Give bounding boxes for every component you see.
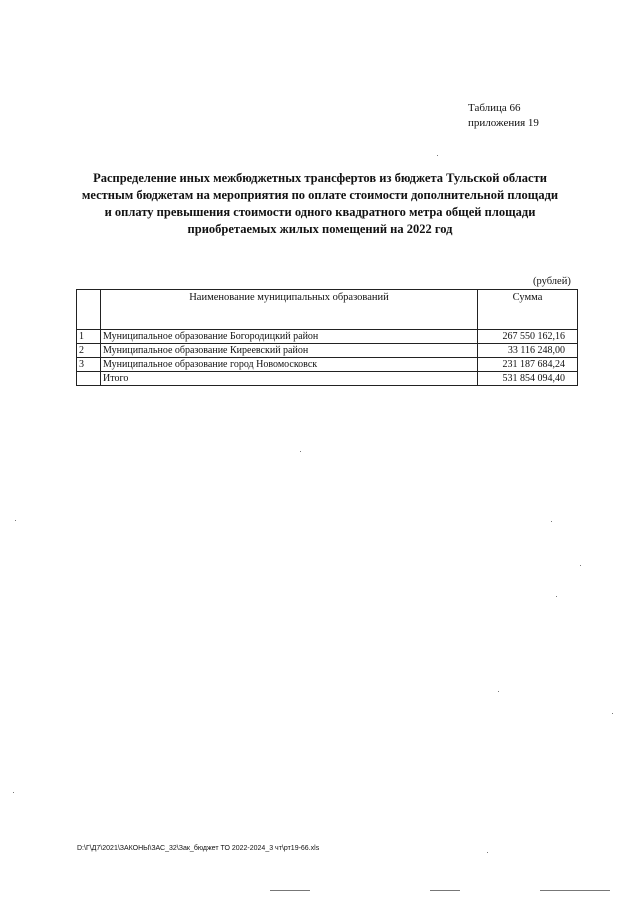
row-name: Муниципальное образование Богородицкий район [101, 330, 478, 344]
scan-speck [551, 521, 552, 522]
header-number [77, 290, 101, 330]
document-title [70, 170, 570, 238]
scan-speck [437, 155, 438, 156]
table-header-row [77, 290, 578, 330]
transfers-table [76, 289, 578, 386]
scan-speck [270, 890, 310, 891]
title-line-3: и оплату превышения стоимости одного квадратного метра общей площади [104, 205, 536, 219]
scan-speck [13, 792, 14, 793]
table-total-row [77, 372, 578, 386]
title-line-2: местным бюджетам на мероприятия по оплате стоимости дополнительной площади [81, 188, 559, 202]
scan-speck [556, 596, 557, 597]
scan-speck [300, 451, 301, 452]
row-number: 1 [77, 330, 101, 344]
row-sum: 33 116 248,00 [478, 344, 578, 358]
file-path-footer: D:\Г\Д7\2021\ЗАКОНЫ\ЗАС_32\Зак_бюджет ТО 2022-2024_3 чт\рт19-66.xls [77, 845, 320, 852]
row-number [77, 372, 101, 386]
row-sum: 267 550 162,16 [478, 330, 578, 344]
row-sum: 231 187 684,24 [478, 358, 578, 372]
table-number: Таблица 66 [468, 102, 521, 114]
title-line-4: приобретаемых жилых помещений на 2022 год [187, 222, 453, 236]
table-reference [468, 101, 539, 131]
table-row [77, 344, 578, 358]
title-line-1: Распределение иных межбюджетных трансфертов из бюджета Тульской области [93, 171, 547, 185]
scan-speck [580, 565, 581, 566]
unit-note: (рублей) [533, 276, 571, 287]
row-number: 3 [77, 358, 101, 372]
header-sum: Сумма [478, 290, 578, 330]
scan-speck [612, 713, 613, 714]
scan-speck [487, 852, 488, 853]
row-number: 2 [77, 344, 101, 358]
appendix-number: приложения 19 [468, 117, 539, 129]
row-name: Муниципальное образование Киреевский район [101, 344, 478, 358]
scan-speck [15, 520, 16, 521]
row-name: Муниципальное образование город Новомосковск [101, 358, 478, 372]
total-label: Итого [101, 372, 478, 386]
total-sum: 531 854 094,40 [478, 372, 578, 386]
scan-speck [540, 890, 610, 891]
table-row [77, 358, 578, 372]
header-name: Наименование муниципальных образований [101, 290, 478, 330]
table-row [77, 330, 578, 344]
scan-speck [498, 691, 499, 692]
scan-speck [430, 890, 460, 891]
